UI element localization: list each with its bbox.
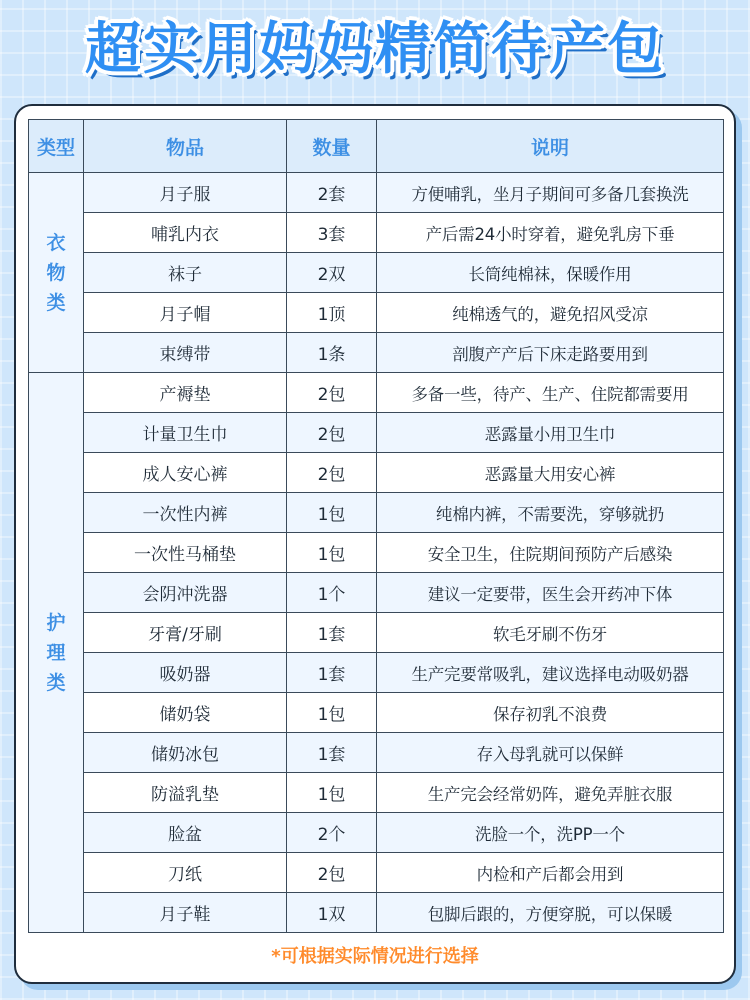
table-row bbox=[29, 293, 724, 333]
desc-cell: 存入母乳就可以保鲜 bbox=[377, 733, 724, 773]
table-row bbox=[29, 493, 724, 533]
qty-cell: 1包 bbox=[287, 493, 377, 533]
item-cell: 一次性马桶垫 bbox=[84, 533, 287, 573]
qty-cell: 1套 bbox=[287, 653, 377, 693]
table-row bbox=[29, 173, 724, 213]
header-qty: 数量 bbox=[287, 120, 377, 173]
item-cell: 计量卫生巾 bbox=[84, 413, 287, 453]
table-row bbox=[29, 453, 724, 493]
qty-cell: 1套 bbox=[287, 613, 377, 653]
table-row bbox=[29, 853, 724, 893]
qty-cell: 1顶 bbox=[287, 293, 377, 333]
table-row bbox=[29, 733, 724, 773]
desc-cell: 纯棉透气的，避免招风受凉 bbox=[377, 293, 724, 333]
header-type: 类型 bbox=[29, 120, 84, 173]
desc-cell: 建议一定要带，医生会开药冲下体 bbox=[377, 573, 724, 613]
desc-cell: 生产完会经常奶阵，避免弄脏衣服 bbox=[377, 773, 724, 813]
desc-cell: 内检和产后都会用到 bbox=[377, 853, 724, 893]
item-cell: 哺乳内衣 bbox=[84, 213, 287, 253]
desc-cell: 多备一些，待产、生产、住院都需要用 bbox=[377, 373, 724, 413]
qty-cell: 2双 bbox=[287, 253, 377, 293]
qty-cell: 1包 bbox=[287, 693, 377, 733]
desc-cell: 保存初乳不浪费 bbox=[377, 693, 724, 733]
table-header-row bbox=[29, 120, 724, 173]
desc-cell: 包脚后跟的，方便穿脱，可以保暖 bbox=[377, 893, 724, 933]
desc-cell: 剖腹产产后下床走路要用到 bbox=[377, 333, 724, 373]
table-row bbox=[29, 213, 724, 253]
header-desc: 说明 bbox=[377, 120, 724, 173]
table-body bbox=[29, 173, 724, 933]
table-row bbox=[29, 893, 724, 933]
qty-cell: 2包 bbox=[287, 373, 377, 413]
table-row bbox=[29, 413, 724, 453]
qty-cell: 2包 bbox=[287, 413, 377, 453]
qty-cell: 2套 bbox=[287, 173, 377, 213]
item-cell: 袜子 bbox=[84, 253, 287, 293]
item-cell: 脸盆 bbox=[84, 813, 287, 853]
qty-cell: 2个 bbox=[287, 813, 377, 853]
item-cell: 月子服 bbox=[84, 173, 287, 213]
qty-cell: 1包 bbox=[287, 533, 377, 573]
table-row bbox=[29, 693, 724, 733]
item-cell: 一次性内裤 bbox=[84, 493, 287, 533]
item-cell: 月子帽 bbox=[84, 293, 287, 333]
qty-cell: 1套 bbox=[287, 733, 377, 773]
table-row bbox=[29, 653, 724, 693]
table-row bbox=[29, 533, 724, 573]
qty-cell: 1双 bbox=[287, 893, 377, 933]
item-cell: 牙膏/牙刷 bbox=[84, 613, 287, 653]
qty-cell: 1条 bbox=[287, 333, 377, 373]
table-row bbox=[29, 773, 724, 813]
table-row bbox=[29, 373, 724, 413]
footer-note: *可根据实际情况进行选择 bbox=[271, 946, 479, 967]
item-cell: 储奶袋 bbox=[84, 693, 287, 733]
item-cell: 成人安心裤 bbox=[84, 453, 287, 493]
desc-cell: 长筒纯棉袜，保暖作用 bbox=[377, 253, 724, 293]
item-cell: 束缚带 bbox=[84, 333, 287, 373]
checklist-table bbox=[28, 119, 724, 933]
qty-cell: 2包 bbox=[287, 853, 377, 893]
category-cell: 衣 物 类 bbox=[29, 173, 84, 373]
item-cell: 月子鞋 bbox=[84, 893, 287, 933]
category-cell: 护 理 类 bbox=[29, 373, 84, 933]
item-cell: 吸奶器 bbox=[84, 653, 287, 693]
desc-cell: 洗脸一个，洗PP一个 bbox=[377, 813, 724, 853]
qty-cell: 3套 bbox=[287, 213, 377, 253]
qty-cell: 2包 bbox=[287, 453, 377, 493]
table-row bbox=[29, 813, 724, 853]
table-row bbox=[29, 333, 724, 373]
desc-cell: 生产完要常吸乳，建议选择电动吸奶器 bbox=[377, 653, 724, 693]
table-row bbox=[29, 613, 724, 653]
desc-cell: 安全卫生，住院期间预防产后感染 bbox=[377, 533, 724, 573]
item-cell: 会阴冲洗器 bbox=[84, 573, 287, 613]
item-cell: 刀纸 bbox=[84, 853, 287, 893]
table-row bbox=[29, 253, 724, 293]
item-cell: 产褥垫 bbox=[84, 373, 287, 413]
qty-cell: 1个 bbox=[287, 573, 377, 613]
desc-cell: 软毛牙刷不伤牙 bbox=[377, 613, 724, 653]
item-cell: 储奶冰包 bbox=[84, 733, 287, 773]
page-title: 超实用妈妈精简待产包 bbox=[85, 17, 665, 82]
header-item: 物品 bbox=[84, 120, 287, 173]
desc-cell: 恶露量小用卫生巾 bbox=[377, 413, 724, 453]
desc-cell: 产后需24小时穿着，避免乳房下垂 bbox=[377, 213, 724, 253]
desc-cell: 纯棉内裤，不需要洗，穿够就扔 bbox=[377, 493, 724, 533]
item-cell: 防溢乳垫 bbox=[84, 773, 287, 813]
table-row bbox=[29, 573, 724, 613]
desc-cell: 恶露量大用安心裤 bbox=[377, 453, 724, 493]
qty-cell: 1包 bbox=[287, 773, 377, 813]
desc-cell: 方便哺乳，坐月子期间可多备几套换洗 bbox=[377, 173, 724, 213]
